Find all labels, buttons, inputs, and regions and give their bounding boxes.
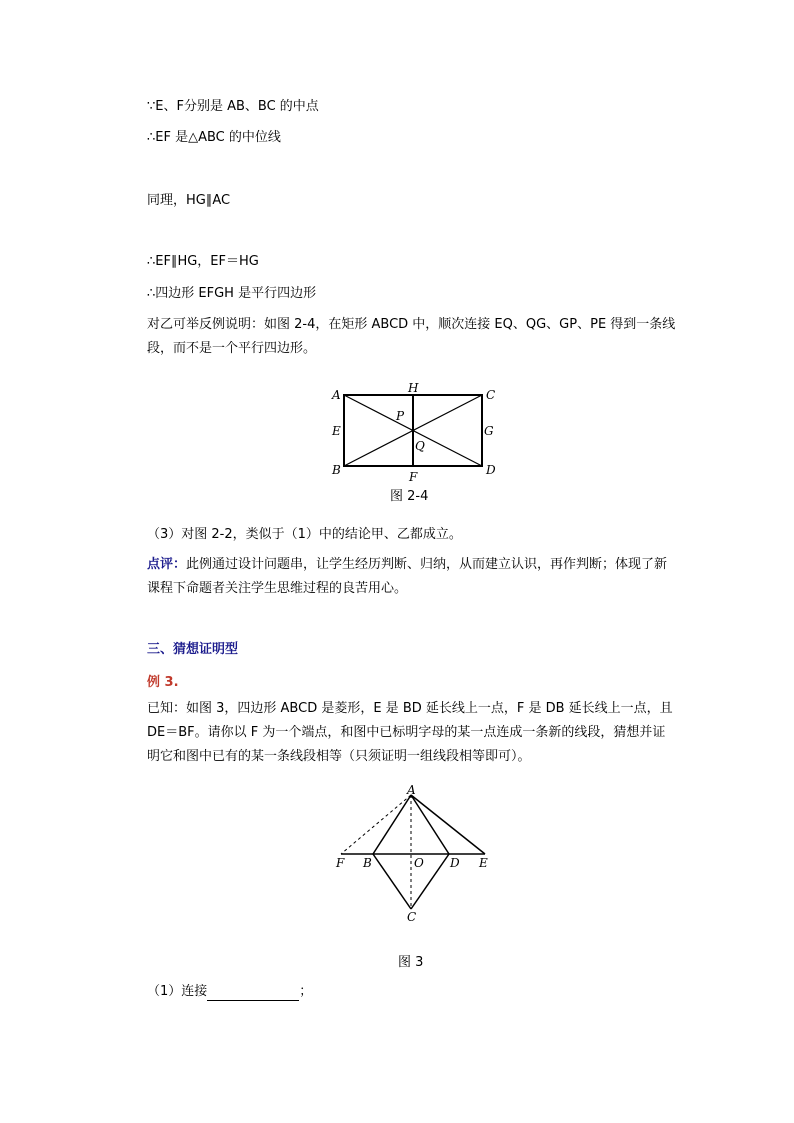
question-1 <box>147 983 312 1001</box>
line-3: 同理，HG∥AC <box>147 193 231 208</box>
label-F: F <box>409 470 418 483</box>
label-O: O <box>414 856 424 870</box>
label-C: C <box>486 388 496 402</box>
line-4: ∴EF∥HG，EF＝HG <box>147 254 259 269</box>
line-part-3: （3）对图 2-2，类似于（1）中的结论甲、乙都成立。 <box>147 527 462 542</box>
figure-3 <box>333 785 503 925</box>
remark-label: 点评： <box>147 557 187 572</box>
label-F: F <box>336 856 345 870</box>
line-1: ∵E、F分别是 AB、BC 的中点 <box>147 99 319 114</box>
label-A: A <box>407 785 416 797</box>
paragraph-problem: 已知：如图 3，四边形 ABCD 是菱形，E 是 BD 延长线上一点，F 是 DB 延长线上一点，且 DE＝BF。请你以 F 为一个端点，和图中已标明字母的某一点连成一条新的线段，猜想并证明它和图中已有的某一条线段相等（只须证明一组线段相等即可）。 <box>147 701 673 764</box>
paragraph-counterexample: 对乙可举反例说明：如图 2-4，在矩形 ABCD 中，顺次连接 EQ、QG、GP、PE 得到一条线段，而不是一个平行四边形。 <box>147 317 676 356</box>
figure-2-4 <box>326 383 506 483</box>
figure-2-4-caption: 图 2-4 <box>390 489 429 504</box>
side-ab <box>373 795 411 854</box>
label-P: P <box>396 409 405 423</box>
section-title: 三、猜想证明型 <box>147 642 239 657</box>
figure-3-caption: 图 3 <box>398 955 424 970</box>
remark-paragraph <box>147 553 677 601</box>
question-1-prefix: （1）连接 <box>147 984 208 999</box>
label-D: D <box>450 856 460 870</box>
label-B: B <box>363 856 372 870</box>
label-D: D <box>486 463 496 477</box>
dashed-af <box>341 795 411 854</box>
label-H: H <box>408 383 419 395</box>
label-A: A <box>332 388 341 402</box>
segment-ae <box>411 795 485 854</box>
side-ad <box>411 795 449 854</box>
side-bc <box>373 854 411 909</box>
label-C: C <box>407 910 417 924</box>
question-1-suffix: ； <box>299 984 313 999</box>
label-E: E <box>479 856 488 870</box>
question-1-blank[interactable] <box>207 986 299 1001</box>
example-label: 例 3. <box>147 675 179 690</box>
label-G: G <box>484 424 494 438</box>
remark-text: 此例通过设计问题串，让学生经历判断、归纳，从而建立认识，再作判断；体现了新课程下命题者关注学生思维过程的良苦用心。 <box>147 557 668 596</box>
line-5: ∴四边形 EFGH 是平行四边形 <box>147 286 317 301</box>
label-E: E <box>332 424 341 438</box>
label-Q: Q <box>415 439 425 453</box>
label-B: B <box>332 463 341 477</box>
line-2: ∴EF 是△ABC 的中位线 <box>147 130 281 145</box>
